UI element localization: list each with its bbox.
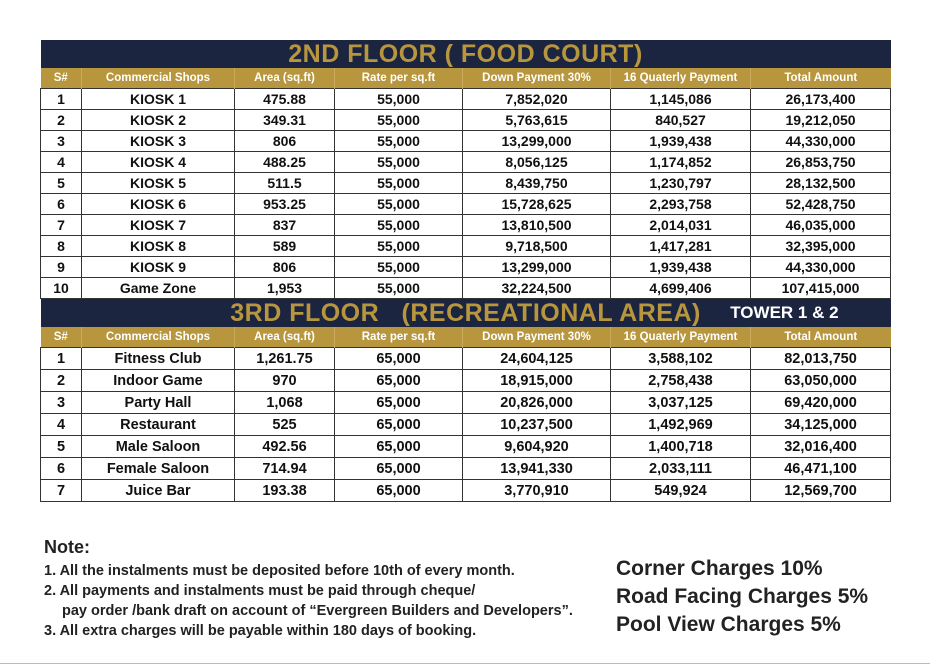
table-row	[41, 370, 891, 392]
table-row	[41, 152, 891, 173]
table-cell: KIOSK 3	[82, 131, 235, 152]
table-cell: 1,939,438	[611, 131, 751, 152]
table-cell: 7	[41, 215, 82, 236]
table-cell: 26,853,750	[751, 152, 891, 173]
table-cell: 55,000	[335, 131, 463, 152]
table-cell: 525	[235, 414, 335, 436]
table-cell: 55,000	[335, 236, 463, 257]
table-row	[41, 173, 891, 194]
table-cell: 65,000	[335, 480, 463, 502]
table-cell: Party Hall	[82, 392, 235, 414]
table-cell: 32,224,500	[463, 278, 611, 299]
table-row	[41, 392, 891, 414]
table-cell: 511.5	[235, 173, 335, 194]
table-cell: 7,852,020	[463, 89, 611, 110]
table-cell: Female Saloon	[82, 458, 235, 480]
column-header: Commercial Shops	[82, 68, 235, 89]
table-cell: 3,770,910	[463, 480, 611, 502]
table-cell: 55,000	[335, 215, 463, 236]
table-cell: 2,033,111	[611, 458, 751, 480]
bottom-divider	[0, 663, 930, 664]
table-cell: 34,125,000	[751, 414, 891, 436]
table-cell: Fitness Club	[82, 348, 235, 370]
column-header: 16 Quaterly Payment	[611, 327, 751, 348]
table-cell: 1,068	[235, 392, 335, 414]
column-header: Total Amount	[751, 68, 891, 89]
table-cell: 8	[41, 236, 82, 257]
table-cell: 18,915,000	[463, 370, 611, 392]
table-cell: 8,439,750	[463, 173, 611, 194]
column-header: Rate per sq.ft	[335, 68, 463, 89]
table-cell: 46,471,100	[751, 458, 891, 480]
table-row	[41, 236, 891, 257]
floor2-title-row	[41, 40, 891, 68]
column-header: Commercial Shops	[82, 327, 235, 348]
table-row	[41, 458, 891, 480]
tower-label: TOWER 1 & 2	[730, 303, 839, 322]
table-cell: 65,000	[335, 436, 463, 458]
table-cell: 9	[41, 257, 82, 278]
table-cell: 1,145,086	[611, 89, 751, 110]
table-cell: 5	[41, 173, 82, 194]
table-cell: 6	[41, 458, 82, 480]
table-cell: 837	[235, 215, 335, 236]
table-row	[41, 89, 891, 110]
table-cell: KIOSK 7	[82, 215, 235, 236]
column-header: Down Payment 30%	[463, 68, 611, 89]
table-cell: 2	[41, 370, 82, 392]
table-cell: 5	[41, 436, 82, 458]
table-cell: KIOSK 5	[82, 173, 235, 194]
table-cell: 13,810,500	[463, 215, 611, 236]
table-cell: 28,132,500	[751, 173, 891, 194]
table-cell: KIOSK 6	[82, 194, 235, 215]
table-cell: 24,604,125	[463, 348, 611, 370]
table-cell: 7	[41, 480, 82, 502]
table-cell: 52,428,750	[751, 194, 891, 215]
floor2-title: 2ND FLOOR ( FOOD COURT)	[288, 40, 643, 68]
table-cell: 10,237,500	[463, 414, 611, 436]
table-cell: 488.25	[235, 152, 335, 173]
notes-title: Note:	[44, 537, 90, 557]
table-row	[41, 436, 891, 458]
table-cell: 12,569,700	[751, 480, 891, 502]
table-cell: 806	[235, 131, 335, 152]
table-row	[41, 480, 891, 502]
table-cell: KIOSK 1	[82, 89, 235, 110]
table-cell: 5,763,615	[463, 110, 611, 131]
table-cell: 32,016,400	[751, 436, 891, 458]
table-row	[41, 131, 891, 152]
table-cell: 55,000	[335, 152, 463, 173]
table-cell: 44,330,000	[751, 257, 891, 278]
table-cell: Game Zone	[82, 278, 235, 299]
table-cell: 1	[41, 89, 82, 110]
table-cell: 55,000	[335, 257, 463, 278]
table-cell: 1,261.75	[235, 348, 335, 370]
table-cell: 714.94	[235, 458, 335, 480]
table-cell: 1,939,438	[611, 257, 751, 278]
table-cell: 9,718,500	[463, 236, 611, 257]
table-cell: 65,000	[335, 392, 463, 414]
floor3-title-row	[41, 299, 891, 327]
table-cell: 20,826,000	[463, 392, 611, 414]
column-header: Area (sq.ft)	[235, 68, 335, 89]
table-cell: 13,299,000	[463, 131, 611, 152]
table-cell: 1,417,281	[611, 236, 751, 257]
table-cell: 589	[235, 236, 335, 257]
table-cell: 55,000	[335, 89, 463, 110]
table-cell: 1,174,852	[611, 152, 751, 173]
table-cell: 15,728,625	[463, 194, 611, 215]
table-cell: 1,400,718	[611, 436, 751, 458]
table-row	[41, 414, 891, 436]
table-cell: 2	[41, 110, 82, 131]
table-cell: 44,330,000	[751, 131, 891, 152]
table-row	[41, 348, 891, 370]
table-cell: 13,941,330	[463, 458, 611, 480]
column-header: Area (sq.ft)	[235, 327, 335, 348]
table-row	[41, 194, 891, 215]
table-cell: 4	[41, 414, 82, 436]
corner-charges: Corner Charges 10%	[616, 557, 823, 580]
table-cell: 349.31	[235, 110, 335, 131]
column-header: S#	[41, 327, 82, 348]
table-cell: 65,000	[335, 414, 463, 436]
table-cell: 1,953	[235, 278, 335, 299]
table-cell: 32,395,000	[751, 236, 891, 257]
column-header: 16 Quaterly Payment	[611, 68, 751, 89]
price-sheet	[40, 40, 890, 502]
table-cell: 953.25	[235, 194, 335, 215]
table-cell: 3,588,102	[611, 348, 751, 370]
table-cell: KIOSK 9	[82, 257, 235, 278]
table-cell: 63,050,000	[751, 370, 891, 392]
table-cell: 1,492,969	[611, 414, 751, 436]
table-cell: 55,000	[335, 278, 463, 299]
table-cell: KIOSK 4	[82, 152, 235, 173]
table-cell: Restaurant	[82, 414, 235, 436]
note-line: pay order /bank draft on account of “Evergreen Builders and Developers”.	[62, 603, 573, 619]
floor3-header-row	[41, 327, 891, 348]
table-cell: 26,173,400	[751, 89, 891, 110]
table-cell: 4,699,406	[611, 278, 751, 299]
table-cell: Juice Bar	[82, 480, 235, 502]
table-row	[41, 215, 891, 236]
table-cell: 4	[41, 152, 82, 173]
table-cell: 3,037,125	[611, 392, 751, 414]
table-cell: 2,014,031	[611, 215, 751, 236]
table-cell: 10	[41, 278, 82, 299]
table-cell: 806	[235, 257, 335, 278]
floor2-header-row	[41, 68, 891, 89]
charges-section	[616, 555, 868, 639]
table-cell: 55,000	[335, 194, 463, 215]
floor3-table	[40, 299, 891, 502]
table-row	[41, 278, 891, 299]
notes-section	[44, 537, 573, 641]
road-facing-charges: Road Facing Charges 5%	[616, 585, 869, 608]
table-cell: KIOSK 8	[82, 236, 235, 257]
table-cell: 65,000	[335, 370, 463, 392]
column-header: S#	[41, 68, 82, 89]
table-cell: 549,924	[611, 480, 751, 502]
column-header: Rate per sq.ft	[335, 327, 463, 348]
floor3-title: 3RD FLOOR (RECREATIONAL AREA)	[230, 299, 701, 327]
table-cell: 2,293,758	[611, 194, 751, 215]
table-cell: Indoor Game	[82, 370, 235, 392]
floor2-table	[40, 40, 891, 299]
table-cell: 13,299,000	[463, 257, 611, 278]
table-cell: 1	[41, 348, 82, 370]
table-cell: 82,013,750	[751, 348, 891, 370]
table-cell: 19,212,050	[751, 110, 891, 131]
column-header: Down Payment 30%	[463, 327, 611, 348]
table-row	[41, 257, 891, 278]
note-line: 2. All payments and instalments must be paid through cheque/	[44, 583, 476, 599]
table-cell: 193.38	[235, 480, 335, 502]
table-cell: 55,000	[335, 173, 463, 194]
table-cell: 55,000	[335, 110, 463, 131]
note-line: 1. All the instalments must be deposited before 10th of every month.	[44, 563, 515, 579]
table-cell: 2,758,438	[611, 370, 751, 392]
table-cell: 3	[41, 131, 82, 152]
table-cell: 107,415,000	[751, 278, 891, 299]
table-cell: 65,000	[335, 348, 463, 370]
table-cell: 840,527	[611, 110, 751, 131]
table-cell: 475.88	[235, 89, 335, 110]
table-cell: 46,035,000	[751, 215, 891, 236]
table-cell: 69,420,000	[751, 392, 891, 414]
table-cell: 970	[235, 370, 335, 392]
table-cell: 492.56	[235, 436, 335, 458]
note-line: 3. All extra charges will be payable within 180 days of booking.	[44, 623, 477, 639]
table-cell: 9,604,920	[463, 436, 611, 458]
table-cell: KIOSK 2	[82, 110, 235, 131]
table-cell: 1,230,797	[611, 173, 751, 194]
table-cell: 3	[41, 392, 82, 414]
table-cell: 6	[41, 194, 82, 215]
pool-view-charges: Pool View Charges 5%	[616, 613, 841, 636]
column-header: Total Amount	[751, 327, 891, 348]
table-row	[41, 110, 891, 131]
table-cell: Male Saloon	[82, 436, 235, 458]
table-cell: 8,056,125	[463, 152, 611, 173]
table-cell: 65,000	[335, 458, 463, 480]
